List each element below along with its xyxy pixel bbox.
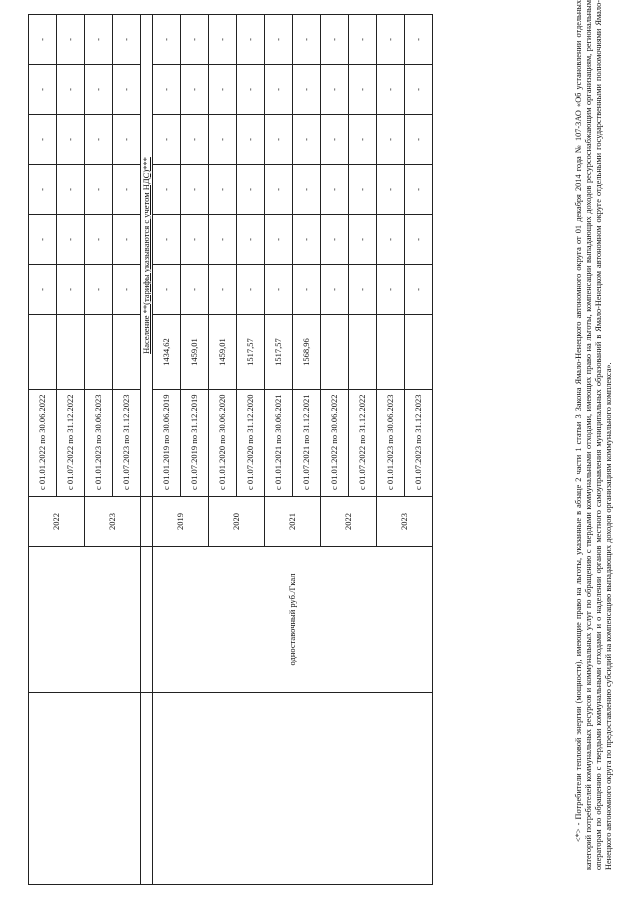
dash-cell: -: [181, 215, 209, 265]
tariff-table: [28, 14, 433, 885]
value-cell: [405, 315, 433, 390]
dash-cell: -: [237, 65, 265, 115]
dash-cell: -: [405, 15, 433, 65]
unit-cell: одноставочный руб./Гкал: [153, 547, 433, 693]
table-row: [153, 15, 181, 885]
dash-cell: -: [237, 15, 265, 65]
category-cell: [153, 693, 433, 885]
period-cell: с 01.07.2021 по 31.12.2021: [293, 390, 321, 497]
dash-cell: -: [377, 65, 405, 115]
dash-cell: -: [293, 215, 321, 265]
dash-cell: -: [181, 15, 209, 65]
dash-cell: -: [321, 115, 349, 165]
dash-cell: -: [293, 15, 321, 65]
table-row: [29, 15, 57, 885]
dash-cell: -: [237, 215, 265, 265]
dash-cell: -: [153, 15, 181, 65]
dash-cell: -: [321, 65, 349, 115]
value-cell: 1459,01: [181, 315, 209, 390]
year-cell: 2022: [321, 497, 377, 547]
value-cell: [113, 315, 141, 390]
dash-cell: -: [377, 165, 405, 215]
value-cell: [349, 315, 377, 390]
value-cell: [57, 315, 85, 390]
year-cell: 2020: [209, 497, 265, 547]
period-cell: с 01.01.2019 по 30.06.2019: [153, 390, 181, 497]
dash-cell: -: [209, 15, 237, 65]
tariff-table-rotated: [28, 15, 622, 885]
period-cell: с 01.07.2022 по 31.12.2022: [57, 390, 85, 497]
value-cell: 1434,62: [153, 315, 181, 390]
dash-cell: -: [321, 165, 349, 215]
value-cell: [321, 315, 349, 390]
dash-cell: -: [377, 115, 405, 165]
period-cell: с 01.01.2022 по 30.06.2022: [29, 390, 57, 497]
dash-cell: -: [293, 65, 321, 115]
dash-cell: -: [209, 215, 237, 265]
dash-cell: -: [85, 215, 113, 265]
dash-cell: -: [265, 165, 293, 215]
footnote-text: <*> - Потребители тепловой энергии (мощности), имеющие право на льготы, указанные в абзаце 2 части 1 статьи 3 Закона Ямало-Ненецкого автономного округа от 01 декабря 2014 года № 107-ЗАО «Об установлении отдельных категорий потребителей коммунальных ресурсов и коммунальных услуг по обращению с твердыми коммунальными отходами, имеющих право на льготы, компенсации выпадающих доходов ресурсоснабжающим организациям, региональным операторам по обращению с твердыми коммунальными отходами и о наделении органов местного самоуправления муниципальных образований в Ямало-Ненецком автономном округе отдельными государственными полномочиями Ямало-Ненецкого автономного округа по предоставлению субсидий на компенсацию выпадающих доходов организациям коммунального комплекса».: [574, 0, 614, 870]
dash-cell: -: [153, 215, 181, 265]
dash-cell: -: [29, 165, 57, 215]
dash-cell: -: [113, 115, 141, 165]
dash-cell: -: [57, 115, 85, 165]
value-cell: [85, 315, 113, 390]
period-cell: с 01.01.2023 по 30.06.2023: [377, 390, 405, 497]
category-cell: [141, 693, 153, 885]
dash-cell: -: [57, 215, 85, 265]
dash-cell: -: [29, 215, 57, 265]
dash-cell: -: [349, 265, 377, 315]
dash-cell: -: [57, 15, 85, 65]
dash-cell: -: [29, 15, 57, 65]
dash-cell: -: [57, 65, 85, 115]
period-cell: с 01.01.2023 по 30.06.2023: [85, 390, 113, 497]
dash-cell: -: [349, 115, 377, 165]
dash-cell: -: [181, 65, 209, 115]
value-cell: 1568,96: [293, 315, 321, 390]
period-cell: с 01.01.2021 по 30.06.2021: [265, 390, 293, 497]
dash-cell: -: [293, 115, 321, 165]
dash-cell: -: [349, 165, 377, 215]
dash-cell: -: [113, 265, 141, 315]
dash-cell: -: [321, 15, 349, 65]
dash-cell: -: [29, 65, 57, 115]
dash-cell: -: [113, 215, 141, 265]
period-cell: с 01.07.2023 по 31.12.2023: [405, 390, 433, 497]
period-cell: с 01.07.2020 по 31.12.2020: [237, 390, 265, 497]
category-cell: [29, 693, 141, 885]
dash-cell: -: [209, 115, 237, 165]
dash-cell: -: [265, 115, 293, 165]
period-cell: с 01.01.2020 по 30.06.2020: [209, 390, 237, 497]
dash-cell: -: [377, 215, 405, 265]
dash-cell: -: [293, 165, 321, 215]
value-cell: [29, 315, 57, 390]
dash-cell: -: [57, 165, 85, 215]
dash-cell: -: [153, 115, 181, 165]
value-cell: 1517,57: [265, 315, 293, 390]
dash-cell: -: [349, 215, 377, 265]
period-cell: с 01.07.2022 по 31.12.2022: [349, 390, 377, 497]
dash-cell: -: [85, 165, 113, 215]
period-cell: с 01.07.2023 по 31.12.2023: [113, 390, 141, 497]
dash-cell: -: [113, 65, 141, 115]
dash-cell: -: [181, 265, 209, 315]
dash-cell: -: [405, 215, 433, 265]
dash-cell: -: [405, 115, 433, 165]
year-cell: 2019: [153, 497, 209, 547]
unit-cell: [29, 547, 141, 693]
dash-cell: -: [349, 15, 377, 65]
year-cell: 2023: [85, 497, 141, 547]
year-cell: 2022: [29, 497, 85, 547]
dash-cell: -: [209, 165, 237, 215]
dash-cell: -: [265, 215, 293, 265]
dash-cell: -: [237, 115, 265, 165]
dash-cell: -: [29, 115, 57, 165]
dash-cell: -: [57, 265, 85, 315]
dash-cell: -: [349, 65, 377, 115]
period-cell: с 01.01.2022 по 30.06.2022: [321, 390, 349, 497]
unit-cell: [141, 547, 153, 693]
footnote: [574, 0, 636, 870]
dash-cell: -: [181, 115, 209, 165]
value-cell: 1459,01: [209, 315, 237, 390]
section-header: Население **(тарифы указываются с учетом НДС)***: [141, 15, 153, 497]
dash-cell: -: [85, 115, 113, 165]
dash-cell: -: [153, 165, 181, 215]
period-cell: с 01.07.2019 по 31.12.2019: [181, 390, 209, 497]
dash-cell: -: [113, 165, 141, 215]
dash-cell: -: [405, 265, 433, 315]
dash-cell: -: [237, 265, 265, 315]
dash-cell: -: [85, 265, 113, 315]
dash-cell: -: [321, 215, 349, 265]
year-cell: 2023: [377, 497, 433, 547]
dash-cell: -: [405, 165, 433, 215]
dash-cell: -: [209, 65, 237, 115]
dash-cell: -: [265, 265, 293, 315]
dash-cell: -: [265, 15, 293, 65]
value-cell: [377, 315, 405, 390]
dash-cell: -: [181, 165, 209, 215]
dash-cell: -: [237, 165, 265, 215]
dash-cell: -: [321, 265, 349, 315]
dash-cell: -: [265, 65, 293, 115]
dash-cell: -: [405, 65, 433, 115]
dash-cell: -: [85, 65, 113, 115]
section-header-row: [141, 15, 153, 885]
dash-cell: -: [209, 265, 237, 315]
dash-cell: -: [153, 265, 181, 315]
dash-cell: -: [377, 265, 405, 315]
year-cell: 2021: [265, 497, 321, 547]
value-cell: 1517,57: [237, 315, 265, 390]
dash-cell: -: [29, 265, 57, 315]
dash-cell: -: [377, 15, 405, 65]
dash-cell: -: [153, 65, 181, 115]
dash-cell: -: [293, 265, 321, 315]
dash-cell: -: [85, 15, 113, 65]
year-cell: [141, 497, 153, 547]
dash-cell: -: [113, 15, 141, 65]
